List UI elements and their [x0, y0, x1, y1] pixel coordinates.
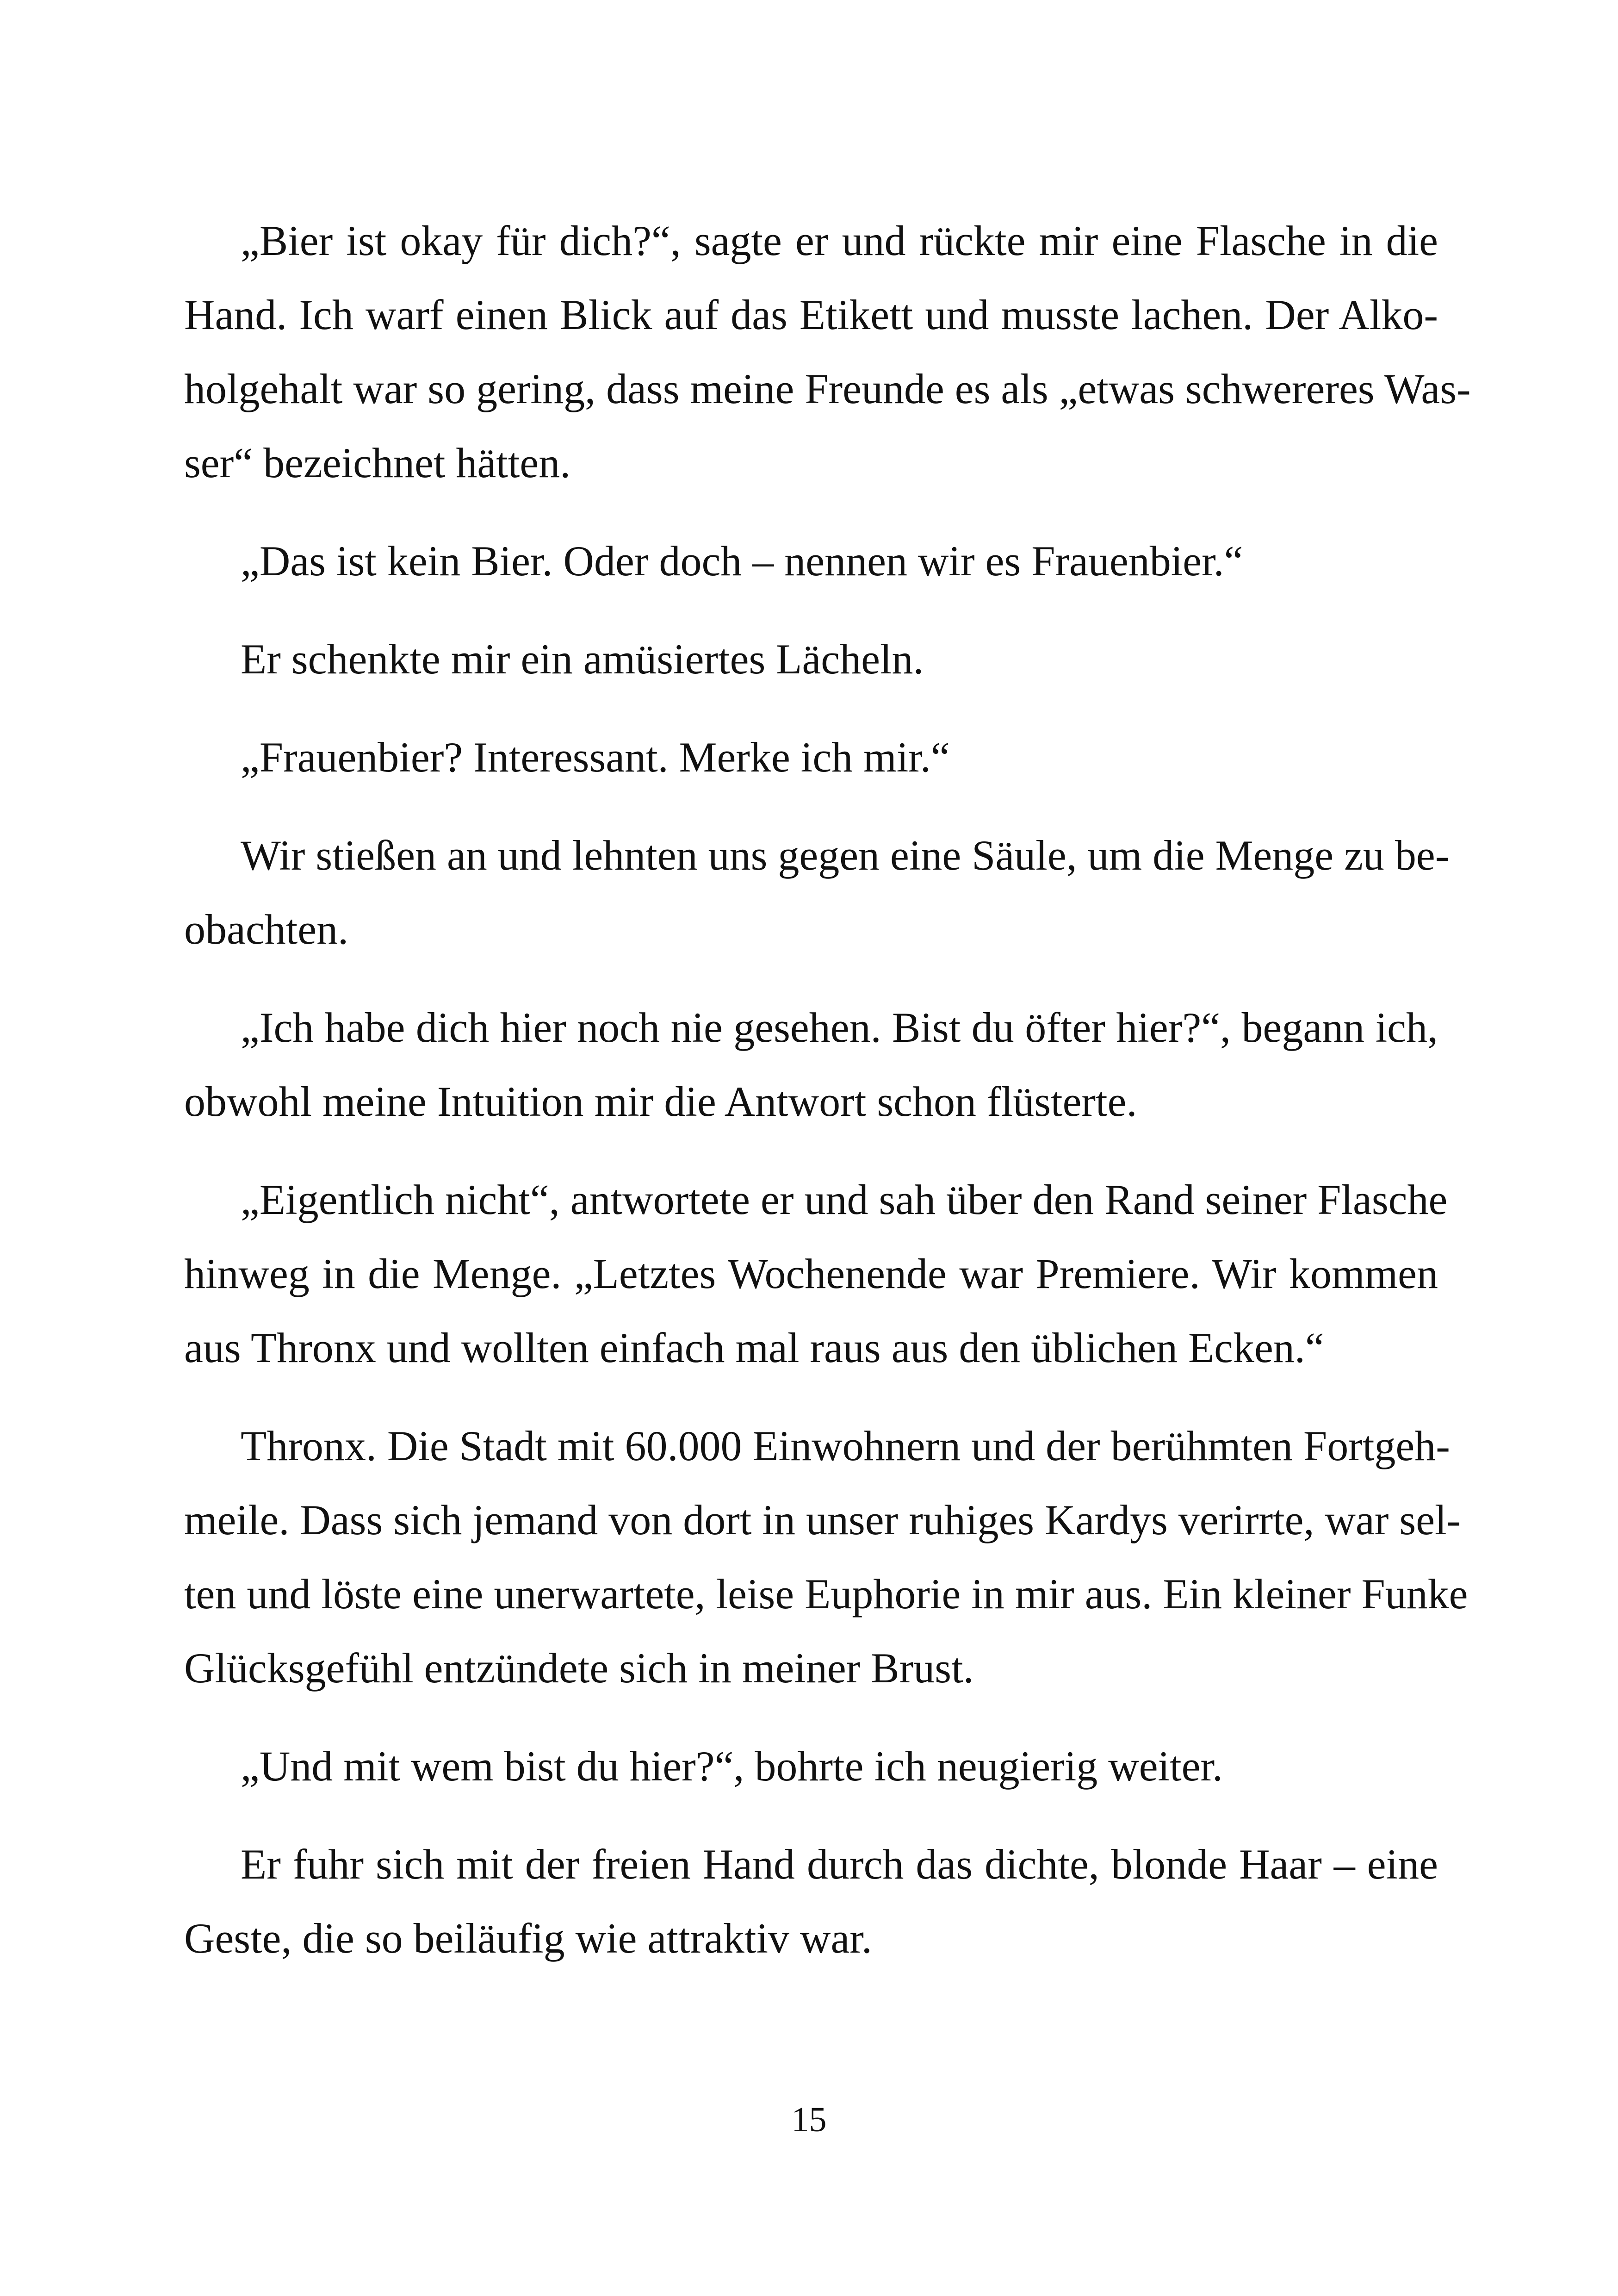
text-line: Wir stießen an und lehnten uns gegen eine Säule, um die Menge zu be-: [241, 832, 1450, 879]
paragraph-3: [184, 622, 1438, 696]
paragraph-9: [184, 1729, 1438, 1803]
paragraph-6: [184, 990, 1438, 1139]
text-line: „Ich habe dich hier noch nie gesehen. Bist du öfter hier?“, begann ich,: [241, 1004, 1438, 1051]
text-line: Hand. Ich warf einen Blick auf das Etikett und musste lachen. Der Alko-: [184, 291, 1438, 338]
paragraph-spacer: [184, 1385, 1438, 1409]
text-line: Er schenkte mir ein amüsiertes Lächeln.: [241, 635, 924, 683]
paragraph-spacer: [184, 598, 1438, 622]
paragraph-spacer: [184, 1705, 1438, 1729]
paragraph-5: [184, 818, 1450, 966]
text-line: Geste, die so beiläufig wie attraktiv war.: [184, 1915, 872, 1962]
paragraph-7: [184, 1163, 1448, 1385]
paragraph-10: [184, 1827, 1438, 1975]
text-line: ten und löste eine unerwartete, leise Euphorie in mir aus. Ein kleiner Funke: [184, 1570, 1468, 1618]
text-line: „Bier ist okay für dich?“, sagte er und rückte mir eine Flasche in die: [241, 217, 1438, 264]
text-line: Thronx. Die Stadt mit 60.000 Einwohnern und der berühmten Fortgeh-: [241, 1422, 1450, 1469]
paragraph-spacer: [184, 500, 1438, 524]
page-number: 15: [791, 2100, 827, 2139]
text-line: Er fuhr sich mit der freien Hand durch das dichte, blonde Haar – eine: [241, 1841, 1438, 1888]
text-line: hinweg in die Menge. „Letztes Wochenende war Premiere. Wir kommen: [184, 1250, 1438, 1297]
text-line: holgehalt war so gering, dass meine Freunde es als „etwas schwereres Was-: [184, 365, 1471, 412]
paragraph-4: [184, 720, 1438, 794]
text-line: ser“ bezeichnet hätten.: [184, 439, 571, 486]
paragraph-spacer: [184, 794, 1438, 818]
text-line: Glücksgefühl entzündete sich in meiner Brust.: [184, 1644, 974, 1692]
paragraph-spacer: [184, 1803, 1438, 1827]
text-line: „Eigentlich nicht“, antwortete er und sah über den Rand seiner Flasche: [241, 1176, 1448, 1223]
text-line: „Und mit wem bist du hier?“, bohrte ich neugierig weiter.: [241, 1742, 1223, 1790]
paragraph-spacer: [184, 1139, 1438, 1163]
text-line: obachten.: [184, 906, 349, 953]
paragraph-1: [184, 204, 1471, 500]
text-line: meile. Dass sich jemand von dort in unser ruhiges Kardys verirrte, war sel-: [184, 1496, 1461, 1543]
text-line: aus Thronx und wollten einfach mal raus aus den üblichen Ecken.“: [184, 1324, 1324, 1371]
page-body: [184, 204, 1471, 1975]
text-line: obwohl meine Intuition mir die Antwort schon flüsterte.: [184, 1078, 1137, 1125]
paragraph-spacer: [184, 966, 1438, 990]
text-line: „Das ist kein Bier. Oder doch – nennen wir es Frauenbier.“: [241, 537, 1243, 585]
paragraph-2: [184, 524, 1438, 598]
paragraph-8: [184, 1409, 1468, 1705]
paragraph-spacer: [184, 696, 1438, 720]
text-line: „Frauenbier? Interessant. Merke ich mir.“: [241, 734, 950, 781]
